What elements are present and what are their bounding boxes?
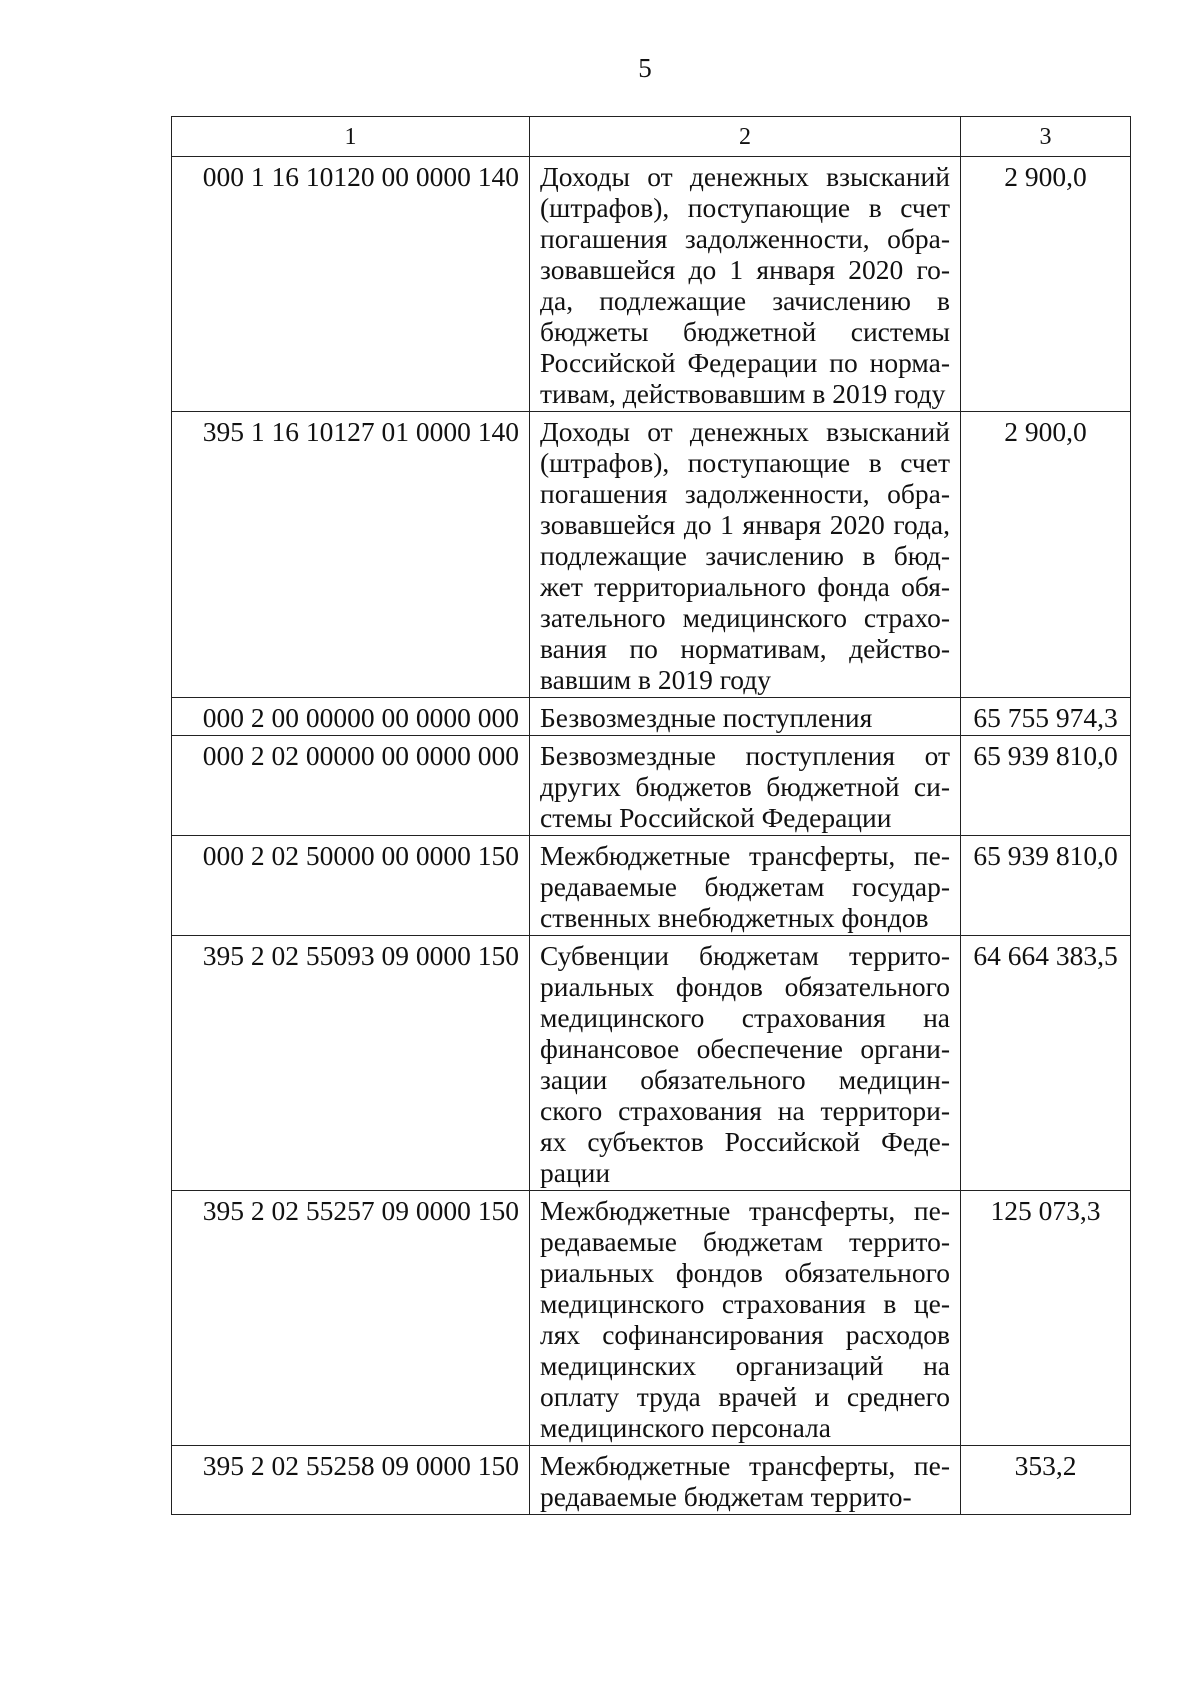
description-line: медицинского страхования в це- (540, 1288, 950, 1319)
description-line: да, подлежащие зачислению в (540, 285, 950, 316)
description-line: редаваемые бюджетам государ- (540, 871, 950, 902)
budget-code-cell: 395 2 02 55257 09 0000 150 (172, 1191, 530, 1446)
description-line: финансовое обеспечение органи- (540, 1033, 950, 1064)
column-header-amount: 3 (961, 117, 1131, 157)
budget-code-cell: 000 2 02 00000 00 0000 000 (172, 736, 530, 836)
description-cell (530, 698, 961, 736)
budget-code-cell: 000 2 02 50000 00 0000 150 (172, 836, 530, 936)
description-line: погашения задолженности, обра- (540, 223, 950, 254)
amount-cell: 125 073,3 (961, 1191, 1131, 1446)
description-line: стемы Российской Федерации (540, 802, 892, 833)
description-line: ственных внебюджетных фондов (540, 902, 929, 933)
description-line: бюджеты бюджетной системы (540, 316, 950, 347)
description-line: вавшим в 2019 году (540, 664, 772, 695)
description-line: тивам, действовавшим в 2019 году (540, 378, 946, 409)
description-cell (530, 412, 961, 698)
description-line: риальных фондов обязательного (540, 971, 950, 1002)
budget-code-cell: 000 2 00 00000 00 0000 000 (172, 698, 530, 736)
budget-code-cell: 395 1 16 10127 01 0000 140 (172, 412, 530, 698)
description-line: зации обязательного медицин- (540, 1064, 950, 1095)
description-cell (530, 1446, 961, 1515)
description-line: зовавшейся до 1 января 2020 года, (540, 509, 950, 540)
description-line: медицинских организаций на (540, 1350, 950, 1381)
description-line: (штрафов), поступающие в счет (540, 192, 950, 223)
table-row (172, 936, 1131, 1191)
description-line: редаваемые бюджетам террито- (540, 1481, 912, 1512)
description-line: жет территориального фонда обя- (540, 571, 950, 602)
column-header-description: 2 (530, 117, 961, 157)
description-line: зательного медицинского страхо- (540, 602, 950, 633)
description-line: (штрафов), поступающие в счет (540, 447, 950, 478)
description-line: медицинского страхования на (540, 1002, 950, 1033)
description-line: Субвенции бюджетам террито- (540, 940, 950, 971)
amount-cell: 2 900,0 (961, 157, 1131, 412)
description-cell (530, 836, 961, 936)
description-line: ского страхования на территори- (540, 1095, 950, 1126)
description-line: ях субъектов Российской Феде- (540, 1126, 950, 1157)
description-line: Безвозмездные поступления от (540, 740, 950, 771)
table-row (172, 157, 1131, 412)
table-row (172, 698, 1131, 736)
description-cell (530, 157, 961, 412)
column-header-code: 1 (172, 117, 530, 157)
amount-cell: 64 664 383,5 (961, 936, 1131, 1191)
table-row (172, 412, 1131, 698)
budget-revenue-table (171, 116, 1131, 1515)
description-line: погашения задолженности, обра- (540, 478, 950, 509)
description-cell (530, 1191, 961, 1446)
table-row (172, 1191, 1131, 1446)
description-line: Межбюджетные трансферты, пе- (540, 840, 950, 871)
description-line: Межбюджетные трансферты, пе- (540, 1195, 950, 1226)
description-line: Доходы от денежных взысканий (540, 161, 950, 192)
budget-code-cell: 395 2 02 55258 09 0000 150 (172, 1446, 530, 1515)
description-line: лях софинансирования расходов (540, 1319, 950, 1350)
amount-cell: 65 939 810,0 (961, 836, 1131, 936)
description-line: Безвозмездные поступления (540, 702, 873, 733)
amount-cell: 65 939 810,0 (961, 736, 1131, 836)
description-line: подлежащие зачислению в бюд- (540, 540, 950, 571)
budget-code-cell: 000 1 16 10120 00 0000 140 (172, 157, 530, 412)
description-line: редаваемые бюджетам террито- (540, 1226, 950, 1257)
description-line: оплату труда врачей и среднего (540, 1381, 950, 1412)
description-line: Российской Федерации по норма- (540, 347, 950, 378)
description-line: Доходы от денежных взысканий (540, 416, 950, 447)
table-row (172, 1446, 1131, 1515)
table-body (172, 117, 1131, 1515)
description-line: Межбюджетные трансферты, пе- (540, 1450, 950, 1481)
column-number-row (172, 117, 1131, 157)
description-line: других бюджетов бюджетной си- (540, 771, 950, 802)
amount-cell: 65 755 974,3 (961, 698, 1131, 736)
description-line: медицинского персонала (540, 1412, 831, 1443)
description-line: вания по нормативам, действо- (540, 633, 950, 664)
description-line: зовавшейся до 1 января 2020 го- (540, 254, 950, 285)
description-line: риальных фондов обязательного (540, 1257, 950, 1288)
table-row (172, 736, 1131, 836)
page-number: 5 (638, 53, 652, 83)
description-cell (530, 736, 961, 836)
description-cell (530, 936, 961, 1191)
table-row (172, 836, 1131, 936)
amount-cell: 353,2 (961, 1446, 1131, 1515)
budget-code-cell: 395 2 02 55093 09 0000 150 (172, 936, 530, 1191)
amount-cell: 2 900,0 (961, 412, 1131, 698)
description-line: рации (540, 1157, 611, 1188)
